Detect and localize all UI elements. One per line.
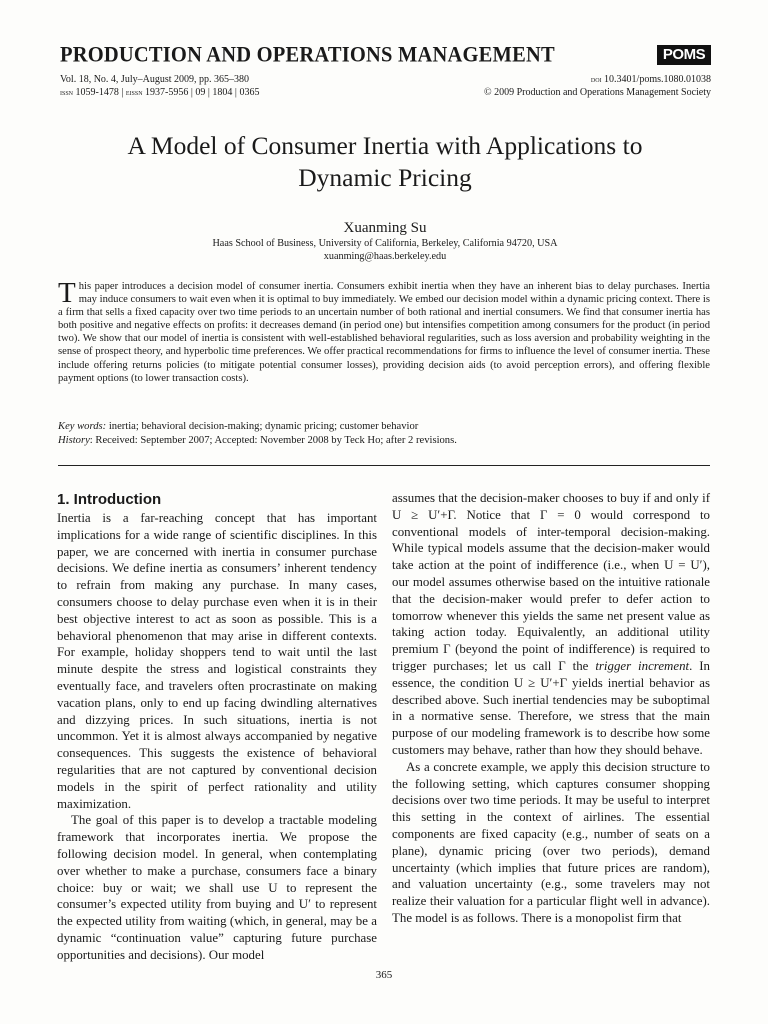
keywords: inertia; behavioral decision-making; dynamic pricing; customer behavior <box>108 421 419 432</box>
affiliation-block <box>60 237 710 263</box>
paragraph: As a concrete example, we apply this decision structure to the following setting, which captures consumer shopping decisions over two time periods. It may be useful to interpret this setting in the context of airlines. The essential components are fixed capacity (e.g., number of seats on a plane), dynamic pricing (over two periods), demand uncertainty (which implies that future prices are random), and valuation uncertainty (e.g., some travelers may not realize their valuation for a particular flight well in advance). The model is as follows. There is a monopolist firm that <box>392 759 710 925</box>
issn-tail3: 0365 <box>239 87 260 98</box>
title-line-1: A Model of Consumer Inertia with Applications to <box>127 131 643 160</box>
journal-title: PRODUCTION AND OPERATIONS MANAGEMENT <box>60 43 555 67</box>
title-line-2: Dynamic Pricing <box>298 163 472 192</box>
keywords-line <box>58 420 710 434</box>
paragraph-text: . In essence, the condition U ≥ U′+Γ yields inertial behavior as described above. Such inertial tendencies may be suboptimal in a normative sense. Therefore, we stress that the main purpose of our modeling framework is to describe how some customers may behave, rather than how they should behave. <box>392 658 710 757</box>
issn-value: 1059-1478 <box>75 87 119 98</box>
issn-line: issn 1059-1478 | eissn 1937-5956 | 09 | 1804 | 0365 <box>60 87 260 98</box>
paper-title <box>60 130 710 194</box>
section-heading: 1. Introduction <box>57 491 162 508</box>
right-column <box>392 490 710 927</box>
paragraph <box>392 490 710 759</box>
author-email[interactable]: xuanming@haas.berkeley.edu <box>323 251 447 262</box>
copyright: © 2009 Production and Operations Management Society <box>484 87 711 98</box>
poms-logo: POMS <box>657 45 711 65</box>
volume-line: Vol. 18, No. 4, July–August 2009, pp. 365–380 <box>60 74 249 85</box>
history-line <box>58 434 710 448</box>
keywords-label: Key words: <box>58 421 107 432</box>
abstract <box>58 277 710 385</box>
section-divider <box>58 465 710 466</box>
eissn-label: eissn <box>125 87 143 97</box>
keywords-block <box>58 420 710 447</box>
emphasis-term: trigger increment <box>595 658 690 673</box>
doi-label: doi <box>590 74 602 84</box>
left-column <box>57 490 377 964</box>
page-number: 365 <box>375 969 393 981</box>
issue-info <box>60 73 259 99</box>
eissn-value: 1937-5956 <box>145 87 189 98</box>
paragraph: Inertia is a far-reaching concept that has important implications for a wide range of scientific disciplines. In this paper, we are concerned with inertia in consumer purchase decisions. We define inertia as consumers’ inherent tendency to refrain from making any purchase. In many cases, consumers choose to delay purchase even when it is in their best objective interest to act as soon as possible. This is a behavioral phenomenon that may arise in different contexts. For example, holiday shoppers tend to wait until the last minute despite the stress and logistical constraints they eventually face, and travelers often procrastinate on making vacation plans, only to end up facing dwindling alternatives and dizzying prices. In such situations, inertia is not uncommon. Yet it is almost always accompanied by negative consequences. This suggests the existence of behavioral regularities that are not captured by conventional decision models in the spirit of perfect rationality and utility maximization. <box>57 511 377 811</box>
abstract-text: his paper introduces a decision model of consumer inertia. Consumers exhibit inertia when they have an inherent bias to delay purchases. Inertia may induce consumers to wait even when it is optimal to buy immediately. We embed our decision model within a dynamic pricing context. There is a firm that sells a fixed capacity over two time periods to an uncertain number of both rational and inertial consumers. We find that consumer inertia has both positive and negative effects on profits: it decreases demand (in period one) but intensifies competition among consumers for the product (in period two). We show that our model of inertia is consistent with well-established behavioral regularities, such as loss aversion and probability weighting in the sense of prospect theory, and hyperbolic time preferences. We offer practical recommendations for firms to influence the level of consumer inertia. These include offering returns policies (to mitigate potential consumer losses), providing decision aids (to avoid perception errors), and offering flexible payment options (to lower transaction costs). <box>58 281 710 384</box>
doi-line[interactable] <box>484 73 711 86</box>
issn-label: issn <box>60 87 74 97</box>
paragraph-text: assumes that the decision-maker chooses to buy if and only if U ≥ U′+Γ. Notice that Γ = 0 would correspond to conventional models of inter-temporal decision-making. While typical models assume that the decision-maker would take action at the point of indifference (i.e., when U = U′), our model assumes otherwise based on the intuitive rationale that the decision-maker would prefer to defer action to tomorrow whenever this yields the same net present value as taking action today. Equivalently, an additional utility premium Γ (beyond the point of indifference) is required to trigger purchases; let us call Γ the <box>392 491 710 673</box>
paragraph: The goal of this paper is to develop a tractable modeling framework that incorporates inertia. We propose the following decision model. In general, when contemplating over whether to make a purchase, consumers face a binary choice: buy or wait; we shall use U to represent the consumer’s expected utility from buying and U′ to represent the expected utility from waiting (which, in general, may be a dynamic “continuation value” capturing future purchase opportunities and decisions). Our model <box>57 813 377 962</box>
history-label: History <box>58 434 90 446</box>
abstract-dropcap: T <box>58 277 76 309</box>
issn-tail: 09 <box>195 87 206 98</box>
history: : Received: September 2007; Accepted: November 2008 by Teck Ho; after 2 revisions. <box>89 434 457 446</box>
doi-info <box>484 73 711 99</box>
author-name: Xuanming Su <box>343 220 427 236</box>
affiliation: Haas School of Business, University of California, Berkeley, California 94720, USA <box>212 238 558 249</box>
doi-value[interactable]: 10.3401/poms.1080.01038 <box>604 74 711 85</box>
issn-tail2: 1804 <box>212 87 233 98</box>
